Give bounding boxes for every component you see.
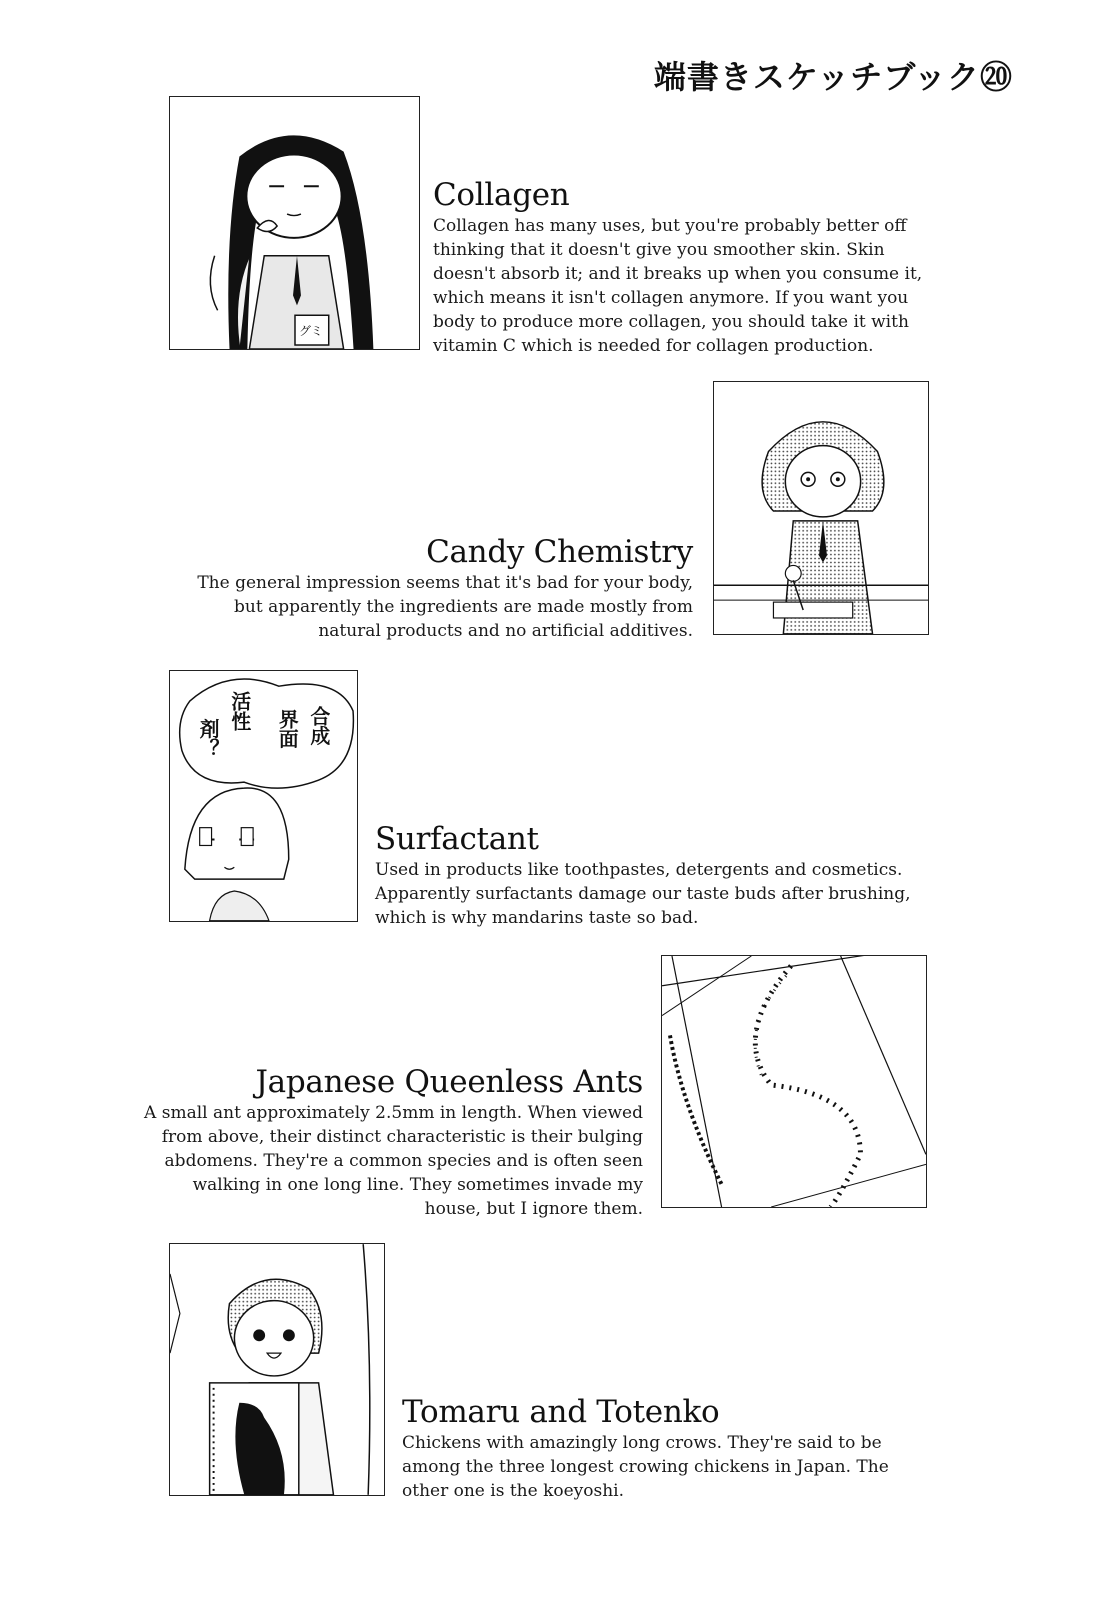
entry-candy-chemistry-title: Candy Chemistry [426, 534, 693, 570]
speech-bubble-line-2: 界面 [275, 708, 299, 749]
entry-tomaru-and-totenko [402, 1393, 912, 1503]
girl-drinking-illustration [170, 97, 419, 349]
entry-collagen [433, 176, 933, 358]
girl-with-chicken-drawing-illustration [170, 1244, 384, 1495]
entry-surfactant-title: Surfactant [375, 821, 539, 857]
entry-collagen-body: Collagen has many uses, but you're probably better off thinking that it doesn't give you smoother skin. Skin doesn't absorb it; and it breaks up when you consume it, which means it isn't collagen anymore. If you want you body to produce more collagen, you should take it with vitamin C which is needed for collagen production. [433, 216, 923, 356]
collagen-illustration-panel [169, 96, 420, 350]
candy-chemistry-illustration-panel [713, 381, 929, 635]
speech-bubble-line-1: 合成 [306, 705, 330, 746]
page-header-title: 端書きスケッチブック⑳ [653, 58, 1013, 96]
speech-bubble-line-3: 活性 [227, 691, 251, 731]
entry-surfactant [375, 820, 935, 930]
entry-collagen-title: Collagen [433, 177, 570, 213]
entry-surfactant-body: Used in products like toothpastes, detergents and cosmetics. Apparently surfactants damage our taste buds after brushing, which is why mandarins taste so bad. [375, 860, 911, 928]
entry-tomaru-and-totenko-body: Chickens with amazingly long crows. They're said to be among the three longest crowing chickens in Japan. The other one is the koeyoshi. [402, 1433, 889, 1501]
gummy-label: グミ [298, 324, 323, 339]
ants-illustration-panel [661, 955, 927, 1208]
entry-candy-chemistry-body: The general impression seems that it's bad for your body, but apparently the ingredients are made mostly from natural products and no artificial additives. [197, 573, 693, 641]
girl-with-speech-bubble-illustration [170, 671, 357, 921]
tomaru-totenko-illustration-panel [169, 1243, 385, 1496]
entry-japanese-queenless-ants-body: A small ant approximately 2.5mm in length. When viewed from above, their distinct characteristic is their bulging abdomens. They're a common species and is often seen walking in one long line. They sometimes invade my house, but I ignore them. [144, 1103, 643, 1219]
surfactant-illustration-panel [169, 670, 358, 922]
entry-japanese-queenless-ants-title: Japanese Queenless Ants [255, 1064, 643, 1100]
ants-line-illustration [662, 956, 926, 1207]
girl-making-candy-illustration [714, 382, 928, 634]
entry-candy-chemistry [193, 533, 693, 643]
entry-japanese-queenless-ants [143, 1063, 643, 1221]
speech-bubble-line-4: 剤？ [196, 718, 220, 759]
entry-tomaru-and-totenko-title: Tomaru and Totenko [402, 1394, 720, 1430]
